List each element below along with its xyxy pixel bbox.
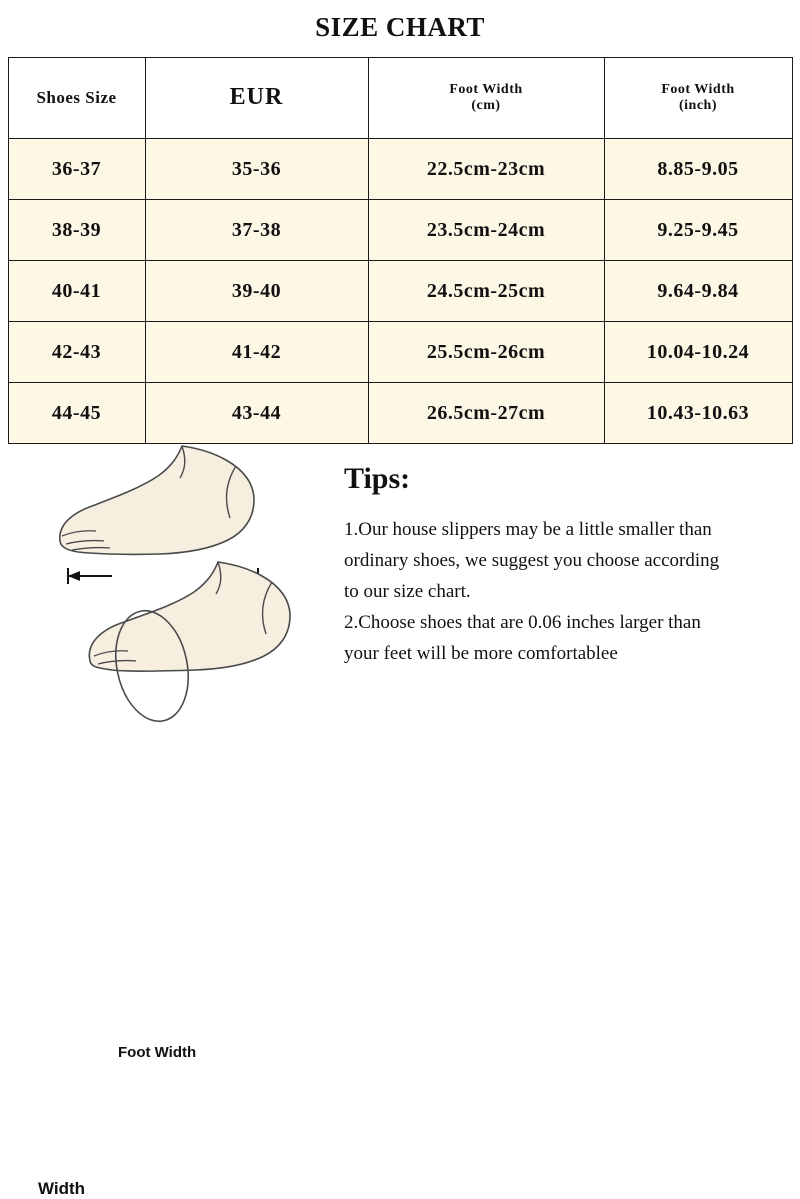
cell-shoes-size: 44-45 — [8, 383, 145, 444]
column-header-label: Foot Width — [449, 81, 523, 97]
cell-foot-width-cm: 26.5cm-27cm — [368, 383, 604, 444]
top-foot-shape — [60, 446, 254, 554]
column-header-shoes-size — [8, 58, 145, 139]
column-header-foot-width-inch — [604, 58, 792, 139]
foot-illustration-svg — [0, 444, 330, 796]
cell-foot-width-cm: 25.5cm-26cm — [368, 322, 604, 383]
page-title: SIZE CHART — [315, 12, 485, 42]
tips-line: 1.Our house slippers may be a little smaller than — [344, 519, 712, 540]
cell-eur: 35-36 — [145, 139, 368, 200]
cell-shoes-size: 40-41 — [8, 261, 145, 322]
lower-section — [0, 444, 800, 1198]
table-row — [8, 261, 792, 322]
cell-foot-width-inch: 8.85-9.05 — [604, 139, 792, 200]
tips-section — [338, 444, 786, 670]
table-row — [8, 139, 792, 200]
cell-eur: 39-40 — [145, 261, 368, 322]
column-header-label: EUR — [229, 84, 284, 111]
tips-line: to our size chart. — [344, 580, 471, 602]
tips-body — [338, 516, 786, 668]
table-row — [8, 383, 792, 444]
cell-eur: 41-42 — [145, 322, 368, 383]
foot-diagram — [0, 444, 330, 1198]
cell-foot-width-inch: 9.25-9.45 — [604, 200, 792, 261]
cell-foot-width-inch: 9.64-9.84 — [604, 261, 792, 322]
tips-line: your feet will be more comfortablee — [344, 642, 618, 664]
column-header-foot-width-cm — [368, 58, 604, 139]
cell-eur: 43-44 — [145, 383, 368, 444]
cell-foot-width-cm: 23.5cm-24cm — [368, 200, 604, 261]
table-header-row — [8, 58, 792, 139]
column-header-label: Foot Width — [661, 81, 735, 97]
cell-foot-width-inch: 10.43-10.63 — [604, 383, 792, 444]
cell-shoes-size: 38-39 — [8, 200, 145, 261]
cell-shoes-size: 36-37 — [8, 139, 145, 200]
foot-width-label: Foot Width — [118, 1044, 197, 1061]
cell-foot-width-inch: 10.04-10.24 — [604, 322, 792, 383]
column-header-eur — [145, 58, 368, 139]
width-label: Width — [38, 1179, 86, 1198]
table-row — [8, 200, 792, 261]
size-chart-table — [8, 57, 793, 444]
cell-foot-width-cm: 24.5cm-25cm — [368, 261, 604, 322]
cell-foot-width-cm: 22.5cm-23cm — [368, 139, 604, 200]
cell-eur: 37-38 — [145, 200, 368, 261]
column-header-label: Shoes Size — [36, 88, 117, 108]
table-row — [8, 322, 792, 383]
tips-line: ordinary shoes, we suggest you choose according — [344, 549, 720, 571]
column-header-unit: (cm) — [471, 98, 501, 113]
tips-heading: Tips: — [344, 462, 411, 495]
column-header-unit: (inch) — [679, 98, 717, 113]
tips-line: 2.Choose shoes that are 0.06 inches larger than — [344, 611, 701, 633]
cell-shoes-size: 42-43 — [8, 322, 145, 383]
